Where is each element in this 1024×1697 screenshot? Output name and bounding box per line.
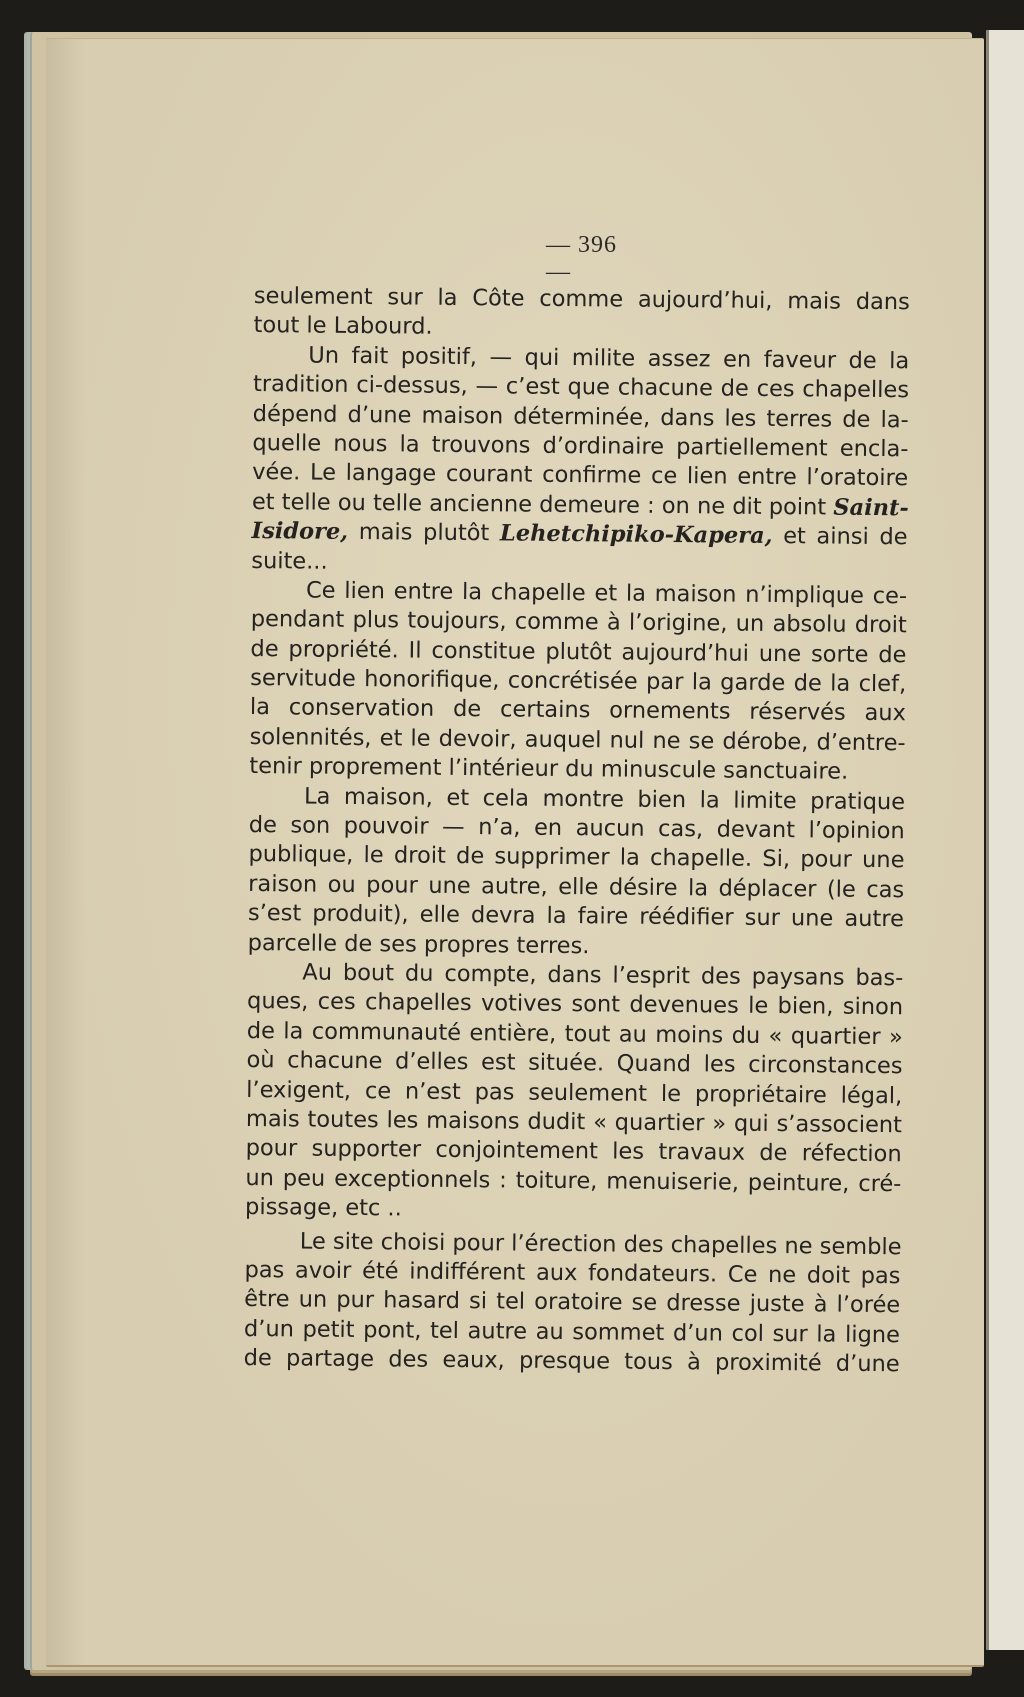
text-line: solennités, et le devoir, auquel nul ne se dérobe, d’entre- (249, 723, 906, 757)
text-line: Ce lien entre la chapelle et la maison n’implique ce- (305, 577, 908, 610)
text-line: pendant plus toujours, comme à l’origine, un absolu droit (250, 606, 907, 639)
text-line: raison ou pour une autre, elle désire la déplacer (le cas (248, 870, 905, 904)
text-line: quelle nous la trouvons d’ordinaire partiellement encla- (252, 429, 909, 463)
text-line: être un pur hasard si tel oratoire se dresse juste à l’orée (244, 1286, 901, 1319)
text-line: l’exigent, ce n’est pas seulement le propriétaire légal, (246, 1076, 903, 1109)
text-line: de son pouvoir — n’a, en aucun cas, devant l’opinion (248, 812, 905, 845)
text-line: Au bout du compte, dans l’esprit des paysans bas- (302, 959, 904, 992)
text-fragment: et ainsi de (772, 523, 908, 551)
text-line: pissage, etc .. (244, 1194, 402, 1222)
text-line: Le site choisi pour l’érection des chapelles ne semble (299, 1227, 902, 1260)
text-line: publique, le droit de supprimer la chapelle. Si, pour une (248, 841, 905, 874)
text-line: suite... (251, 547, 328, 575)
italic-term: Saint- (833, 494, 909, 522)
text-line: de partage des eaux, presque tous à proximité d’une (243, 1345, 900, 1378)
text-line: un peu exceptionnels : toiture, menuiserie, peinture, cré- (245, 1164, 902, 1197)
text-line: d’un petit pont, tel autre au sommet d’un col sur la ligne (243, 1315, 901, 1348)
page-number: — 396 — (546, 232, 617, 285)
text-line: la conservation de certains ornements réservés aux (249, 694, 907, 727)
text-line: ques, ces chapelles votives sont devenues le bien, sinon (246, 988, 904, 1021)
text-line: pas avoir été indifférent aux fondateurs. Ce ne doit pas (244, 1256, 901, 1290)
text-line (251, 517, 907, 553)
text-line: de propriété. Il constitue plutôt aujourd’hui une sorte de (250, 635, 907, 668)
body-text (244, 282, 910, 1380)
text-line: tout le Labourd. (253, 312, 433, 341)
text-line: servitude honorifique, concrétisée par la garde de la clef, (250, 665, 907, 698)
text-fragment: et telle ou telle ancienne demeure : on ne dit point (251, 488, 834, 521)
text-fragment: mais plutôt (347, 519, 501, 547)
text-line: vée. Le langage courant confirme ce lien entre l’oratoire (252, 459, 909, 492)
italic-term: Lehetchipiko-Kapera, (499, 520, 773, 550)
text-line: Un fait positif, — qui milite assez en faveur de la (308, 342, 910, 375)
text-line: où chacune d’elles est située. Quand les circonstances (246, 1047, 903, 1080)
text-line: mais toutes les maisons dudit « quartier » qui s’associent (245, 1105, 903, 1139)
text-line: tenir proprement l’intérieur du minuscule sanctuaire. (249, 753, 849, 785)
text-line: seulement sur la Côte comme aujourd’hui, mais dans (253, 282, 910, 316)
text-line: de la communauté entière, tout au moins du « quartier » (246, 1017, 903, 1051)
text-line: s’est produit), elle devra la faire réédifier sur une autre (247, 900, 905, 933)
text-line: pour supporter conjointement les travaux de réfection (245, 1135, 902, 1168)
text-line: La maison, et cela montre bien la limite pratique (303, 783, 906, 815)
italic-term: Isidore, (251, 518, 349, 546)
text-line: parcelle de ses propres terres. (247, 929, 590, 959)
text-line: dépend d’une maison déterminée, dans les terres de la- (252, 400, 909, 433)
facing-page-edge (986, 30, 1024, 1650)
text-line: tradition ci-dessus, — c’est que chacune de ces chapelles (252, 371, 910, 404)
